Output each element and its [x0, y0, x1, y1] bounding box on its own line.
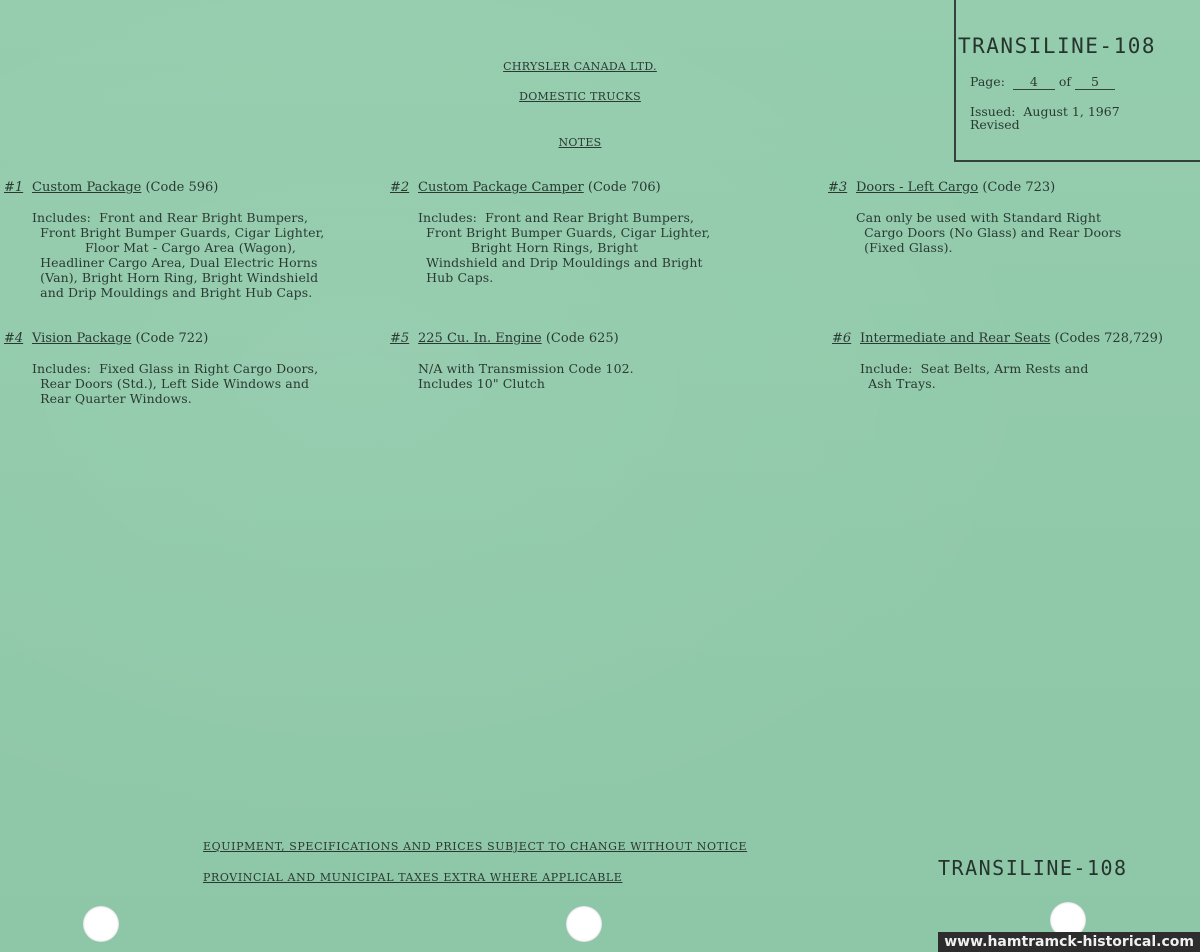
note-5 [390, 331, 634, 391]
note-line: Bright Horn Rings, Bright [418, 240, 639, 255]
note-line: N/A with Transmission Code 102. [418, 361, 634, 376]
note-line: Include: Seat Belts, Arm Rests and [860, 361, 1089, 376]
note-line: Includes: Fixed Glass in Right Cargo Doors, [32, 361, 319, 376]
note-line: Cargo Doors (No Glass) and Rear Doors [856, 225, 1122, 240]
note-line: Rear Doors (Std.), Left Side Windows and [32, 376, 310, 391]
page-total: 5 [1075, 74, 1115, 90]
company-name: CHRYSLER CANADA LTD. [503, 60, 657, 73]
issued-date: August 1, 1967 [1023, 104, 1120, 119]
note-line: Rear Quarter Windows. [32, 391, 192, 406]
footer-notice-taxes: PROVINCIAL AND MUNICIPAL TAXES EXTRA WHERE APPLICABLE [203, 871, 623, 884]
note-line: Ash Trays. [860, 376, 936, 391]
issued-line: Issued: August 1, 1967 [970, 104, 1120, 119]
note-title: Intermediate and Rear Seats [860, 331, 1051, 346]
note-title: Vision Package [32, 331, 132, 346]
note-line: Includes: Front and Rear Bright Bumpers, [32, 210, 309, 225]
note-line: (Van), Bright Horn Ring, Bright Windshield [32, 270, 319, 285]
site-watermark: www.hamtramck-historical.com [938, 932, 1200, 952]
note-title: Doors - Left Cargo [856, 180, 979, 195]
note-2 [390, 180, 710, 285]
note-line: Headliner Cargo Area, Dual Electric Horns [32, 255, 318, 270]
note-line: Front Bright Bumper Guards, Cigar Lighter, [32, 225, 325, 240]
note-code: (Code 723) [982, 180, 1056, 195]
note-4 [4, 331, 318, 406]
note-number: #1 [4, 180, 24, 195]
note-number: #2 [390, 180, 410, 195]
page-number: 4 [1013, 74, 1055, 90]
note-number: #6 [832, 331, 852, 346]
footer-transiline-stamp: TRANSILINE-108 [938, 856, 1128, 880]
note-line: Front Bright Bumper Guards, Cigar Lighter, [418, 225, 711, 240]
note-3 [828, 180, 1121, 255]
note-title: 225 Cu. In. Engine [418, 331, 542, 346]
note-number: #5 [390, 331, 410, 346]
note-number: #4 [4, 331, 24, 346]
note-number: #3 [828, 180, 848, 195]
note-line: Can only be used with Standard Right [856, 210, 1102, 225]
division-title: DOMESTIC TRUCKS [519, 90, 641, 103]
note-title: Custom Package [32, 180, 142, 195]
note-1 [4, 180, 324, 300]
note-code: (Code 625) [545, 331, 619, 346]
section-title: NOTES [558, 136, 602, 149]
page-indicator: Page: 4 of 5 [970, 74, 1115, 90]
note-title: Custom Package Camper [418, 180, 584, 195]
note-code: (Code 596) [145, 180, 219, 195]
note-line: Windshield and Drip Mouldings and Bright [418, 255, 703, 270]
note-line: (Fixed Glass). [856, 240, 953, 255]
note-code: (Code 722) [135, 331, 209, 346]
revised-label: Revised [970, 117, 1020, 132]
note-line: Includes 10" Clutch [418, 376, 546, 391]
punch-hole-center [566, 906, 602, 942]
transiline-title: TRANSILINE-108 [958, 34, 1157, 58]
note-line: Includes: Front and Rear Bright Bumpers, [418, 210, 695, 225]
footer-notice-change: EQUIPMENT, SPECIFICATIONS AND PRICES SUBJECT TO CHANGE WITHOUT NOTICE [203, 840, 748, 853]
note-code: (Code 706) [587, 180, 661, 195]
note-line: and Drip Mouldings and Bright Hub Caps. [32, 285, 313, 300]
note-line: Floor Mat - Cargo Area (Wagon), [32, 240, 297, 255]
note-code: (Codes 728,729) [1054, 331, 1163, 346]
punch-hole-left [83, 906, 119, 942]
note-6 [832, 331, 1163, 391]
note-line: Hub Caps. [418, 270, 494, 285]
